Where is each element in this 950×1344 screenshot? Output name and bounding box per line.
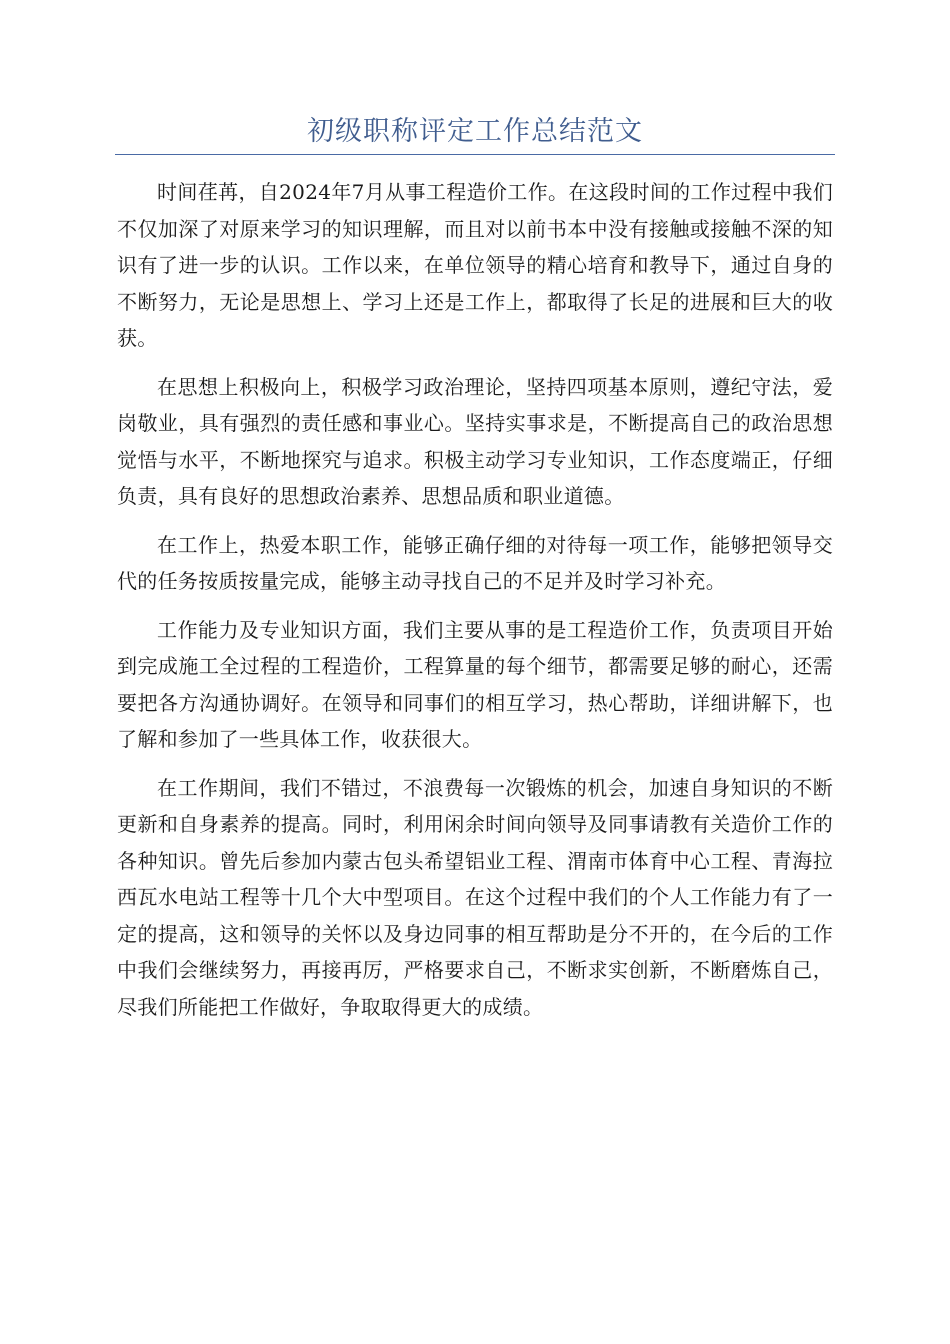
paragraph-professional-skills: 工作能力及专业知识方面，我们主要从事的是工程造价工作，负责项目开始到完成施工全过程的工程造价，工程算量的每个细节，都需要足够的耐心，还需要把各方沟通协调好。在领导和同事们的相互学习，热心帮助，详细讲解下，也了解和参加了一些具体工作，收获很大。 bbox=[117, 617, 833, 751]
paragraph-intro: 时间荏苒，自2024年7月从事工程造价工作。在这段时间的工作过程中我们不仅加深了对原来学习的知识理解，而且对以前书本中没有接触或接触不深的知识有了进一步的认识。工作以来，在单位领导的精心培育和教导下，通过自身的不断努力，无论是思想上、学习上还是工作上，都取得了长足的进展和巨大的收获。 bbox=[117, 180, 833, 350]
title-underline bbox=[115, 154, 835, 155]
document-title: 初级职称评定工作总结范文 bbox=[307, 116, 643, 147]
document-body bbox=[117, 174, 833, 1037]
paragraph-work-attitude: 在工作上，热爱本职工作，能够正确仔细的对待每一项工作，能够把领导交代的任务按质按量完成，能够主动寻找自己的不足并及时学习补充。 bbox=[117, 532, 833, 593]
paragraph-projects: 在工作期间，我们不错过，不浪费每一次锻炼的机会，加速自身知识的不断更新和自身素养的提高。同时，利用闲余时间向领导及同事请教有关造价工作的各种知识。曾先后参加内蒙古包头希望铝业工程、渭南市体育中心工程、青海拉西瓦水电站工程等十几个大中型项目。在这个过程中我们的个人工作能力有了一定的提高，这和领导的关怀以及身边同事的相互帮助是分不开的，在今后的工作中我们会继续努力，再接再厉，严格要求自己，不断求实创新，不断磨炼自己，尽我们所能把工作做好，争取取得更大的成绩。 bbox=[117, 775, 833, 1019]
paragraph-ideology: 在思想上积极向上，积极学习政治理论，坚持四项基本原则，遵纪守法，爱岗敬业，具有强烈的责任感和事业心。坚持实事求是，不断提高自己的政治思想觉悟与水平，不断地探究与追求。积极主动学习专业知识，工作态度端正，仔细负责，具有良好的思想政治素养、思想品质和职业道德。 bbox=[117, 374, 833, 508]
